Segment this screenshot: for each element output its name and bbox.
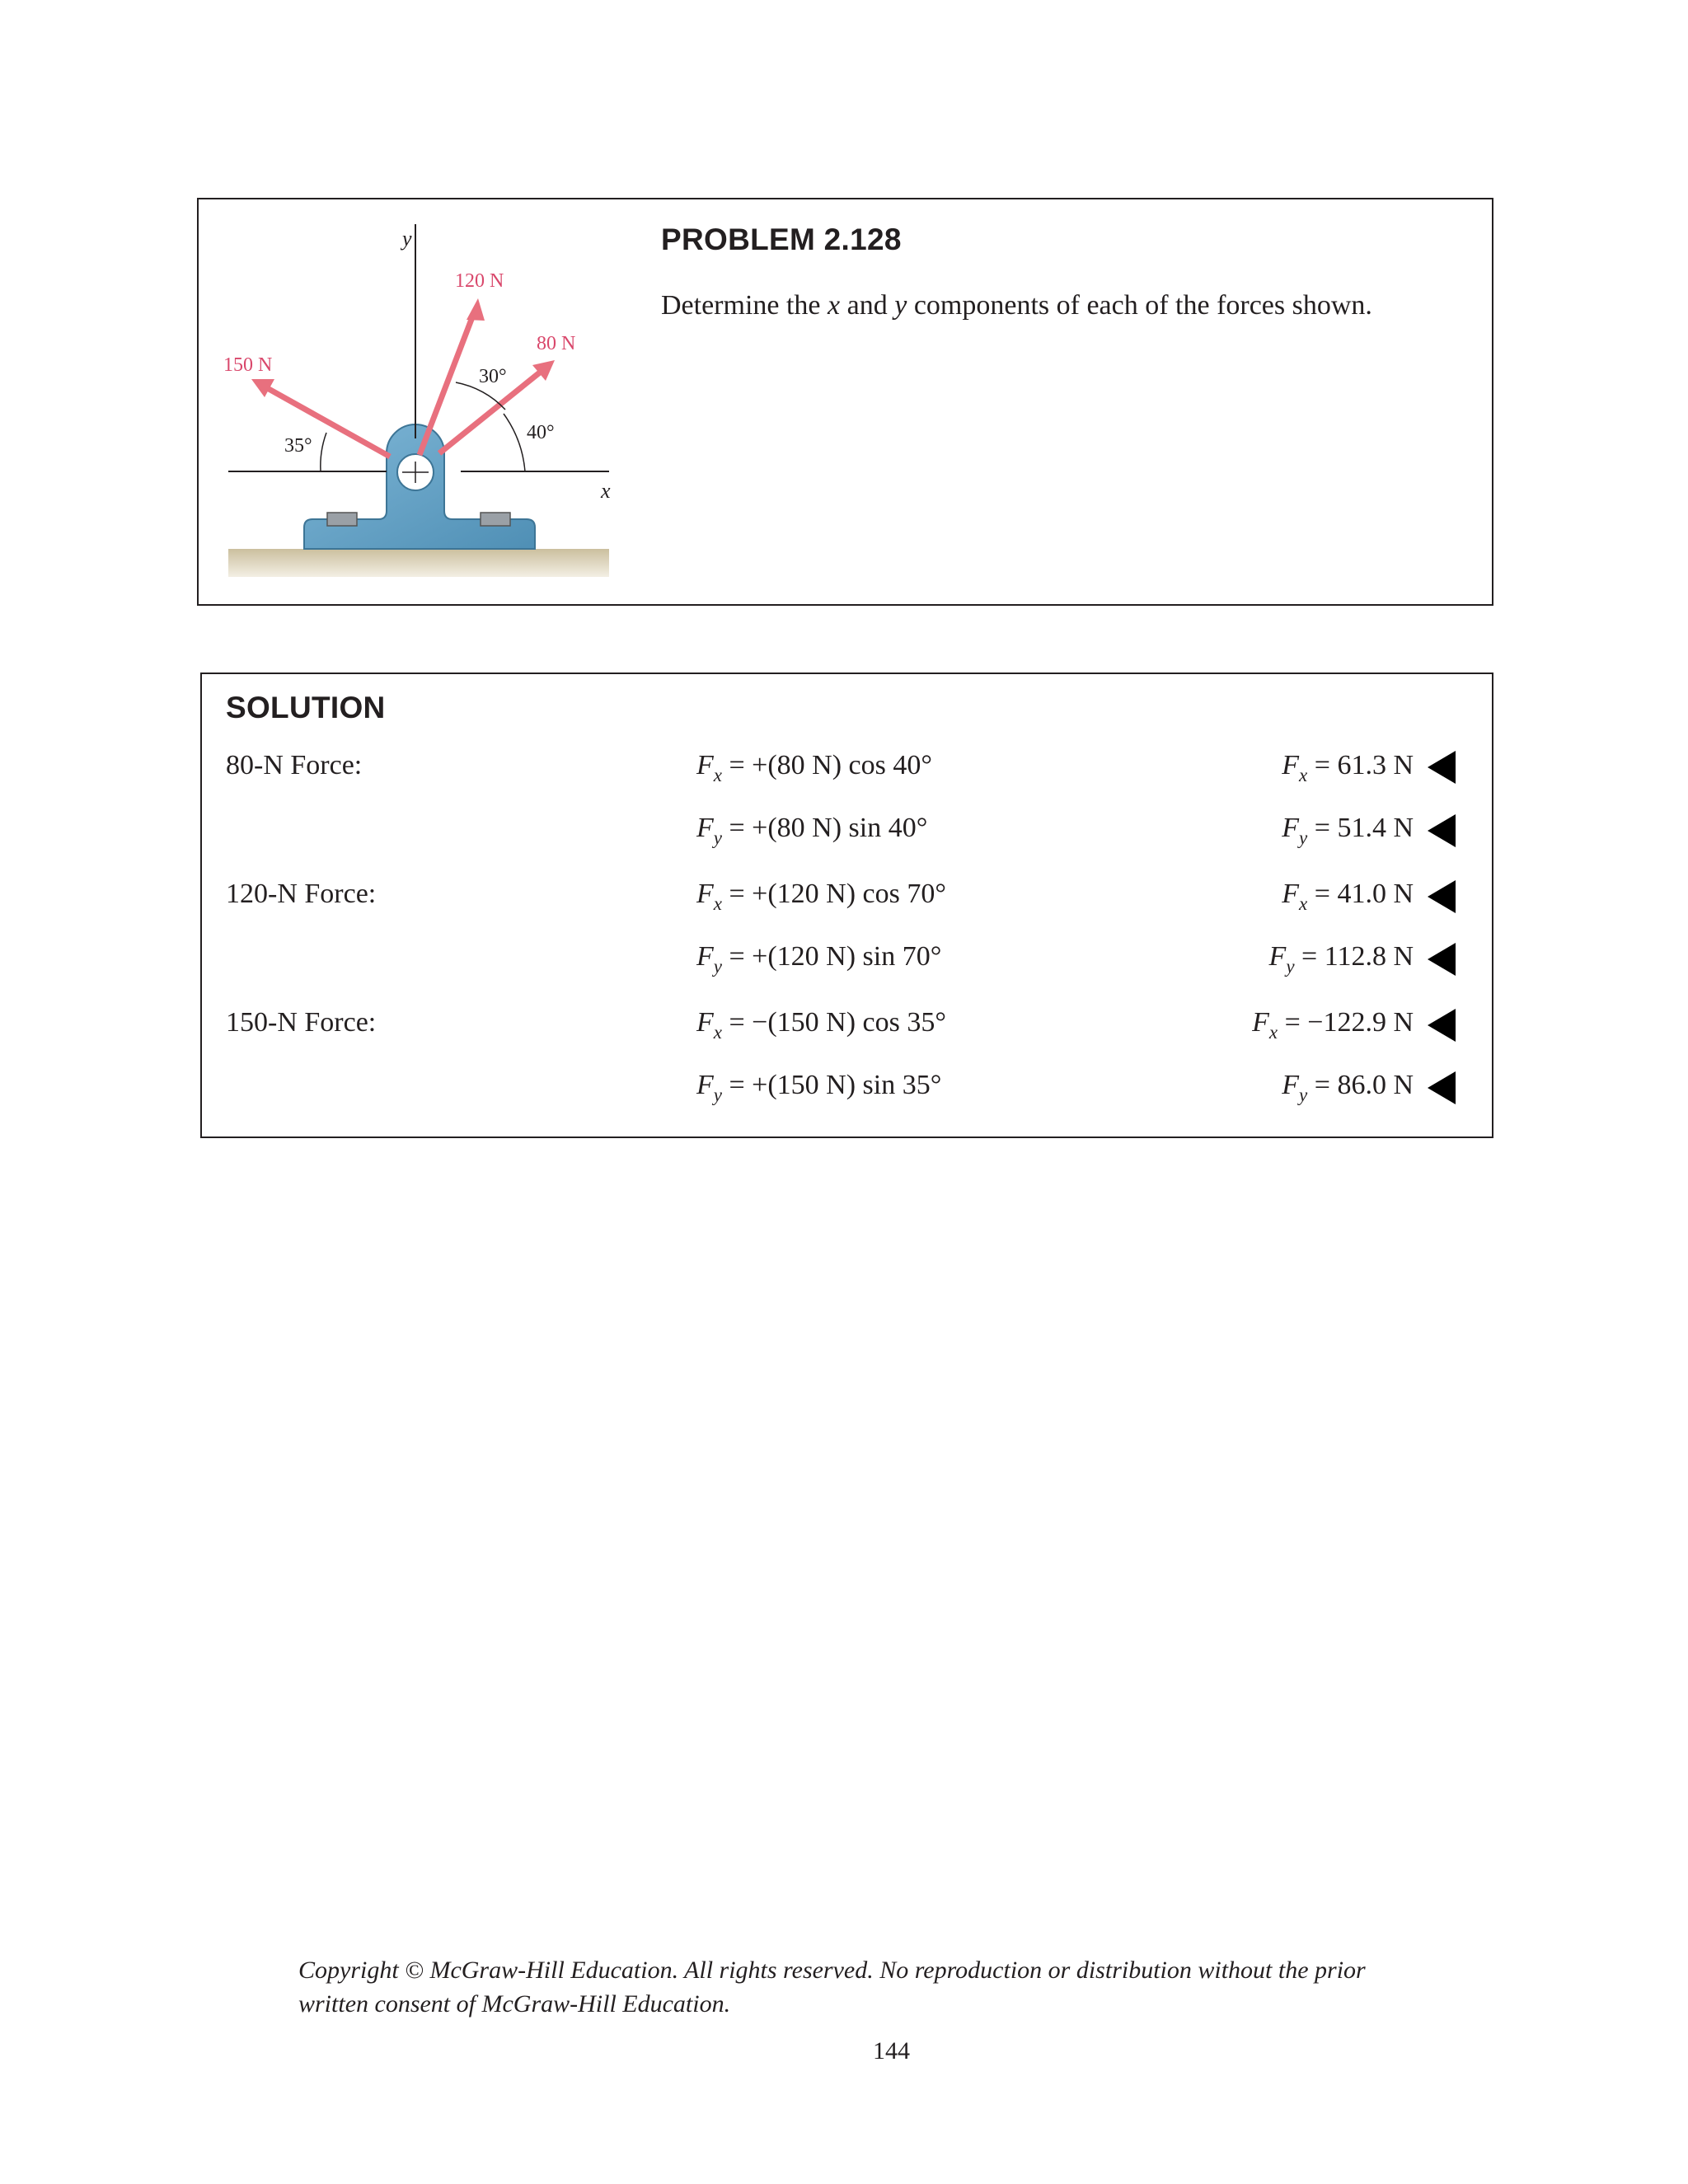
angle-label-35: 35°: [284, 435, 312, 457]
bolt-right: [481, 513, 510, 526]
answer-marker: [1428, 943, 1456, 976]
result-120n-fx: $F_x = 41.0$ N: [1282, 879, 1414, 914]
force-120-arrowhead: [467, 298, 485, 321]
angle-arc-35: [321, 433, 326, 471]
ground: [228, 549, 609, 577]
row-label-80n: 80-N Force:: [226, 750, 363, 780]
equation-120n-fy: $F_y = +(120$ N) sin 70°: [696, 941, 942, 977]
result-80n-fx: $F_x = 61.3$ N: [1282, 750, 1414, 785]
angle-arc-40: [504, 414, 525, 471]
answer-marker: [1428, 814, 1456, 847]
result-150n-fx: $F_x = -122.9$ N: [1252, 1007, 1414, 1043]
result-150n-fy: $F_y = 86.0$ N: [1282, 1070, 1414, 1105]
result-120n-fy: $F_y = 112.8$ N: [1268, 941, 1414, 977]
equation-150n-fy: $F_y = +(150$ N) sin 35°: [696, 1070, 942, 1105]
force-150-line: [263, 386, 390, 457]
axis-y-label: y: [402, 227, 412, 251]
force-label-120: 120 N: [455, 270, 504, 292]
equation-80n-fx: $F_x = +(80$ N) cos 40°: [696, 750, 932, 785]
solution-title: SOLUTION: [226, 691, 386, 724]
force-label-150: 150 N: [223, 354, 273, 376]
axis-x-label: x: [601, 479, 611, 503]
copyright-notice: Copyright © McGraw-Hill Education. All rights reserved. No reproduction or distribution without the prior written consent of McGraw-Hill Education.: [298, 1957, 1366, 2018]
row-label-150n: 150-N Force:: [226, 1007, 377, 1038]
answer-marker: [1428, 1009, 1456, 1042]
angle-label-30: 30°: [479, 366, 507, 387]
answer-marker: [1428, 751, 1456, 784]
answer-marker: [1428, 880, 1456, 913]
answer-marker: [1428, 1071, 1456, 1104]
problem-statement: Determine the x and y components of each of the forces shown.: [661, 290, 1372, 321]
bolt-left: [327, 513, 357, 526]
page-number: 144: [873, 2037, 910, 2064]
problem-box: [197, 198, 1493, 606]
force-label-80: 80 N: [537, 333, 576, 354]
result-80n-fy: $F_y = 51.4$ N: [1282, 813, 1414, 848]
angle-label-40: 40°: [527, 422, 555, 443]
equation-80n-fy: $F_y = +(80$ N) sin 40°: [696, 813, 928, 848]
problem-title: PROBLEM 2.128: [661, 223, 902, 256]
force-diagram: [199, 199, 627, 607]
solution-box: [200, 673, 1493, 1138]
equation-150n-fx: $F_x = -(150$ N) cos 35°: [696, 1007, 946, 1043]
equation-120n-fx: $F_x = +(120$ N) cos 70°: [696, 879, 946, 914]
row-label-120n: 120-N Force:: [226, 879, 377, 909]
